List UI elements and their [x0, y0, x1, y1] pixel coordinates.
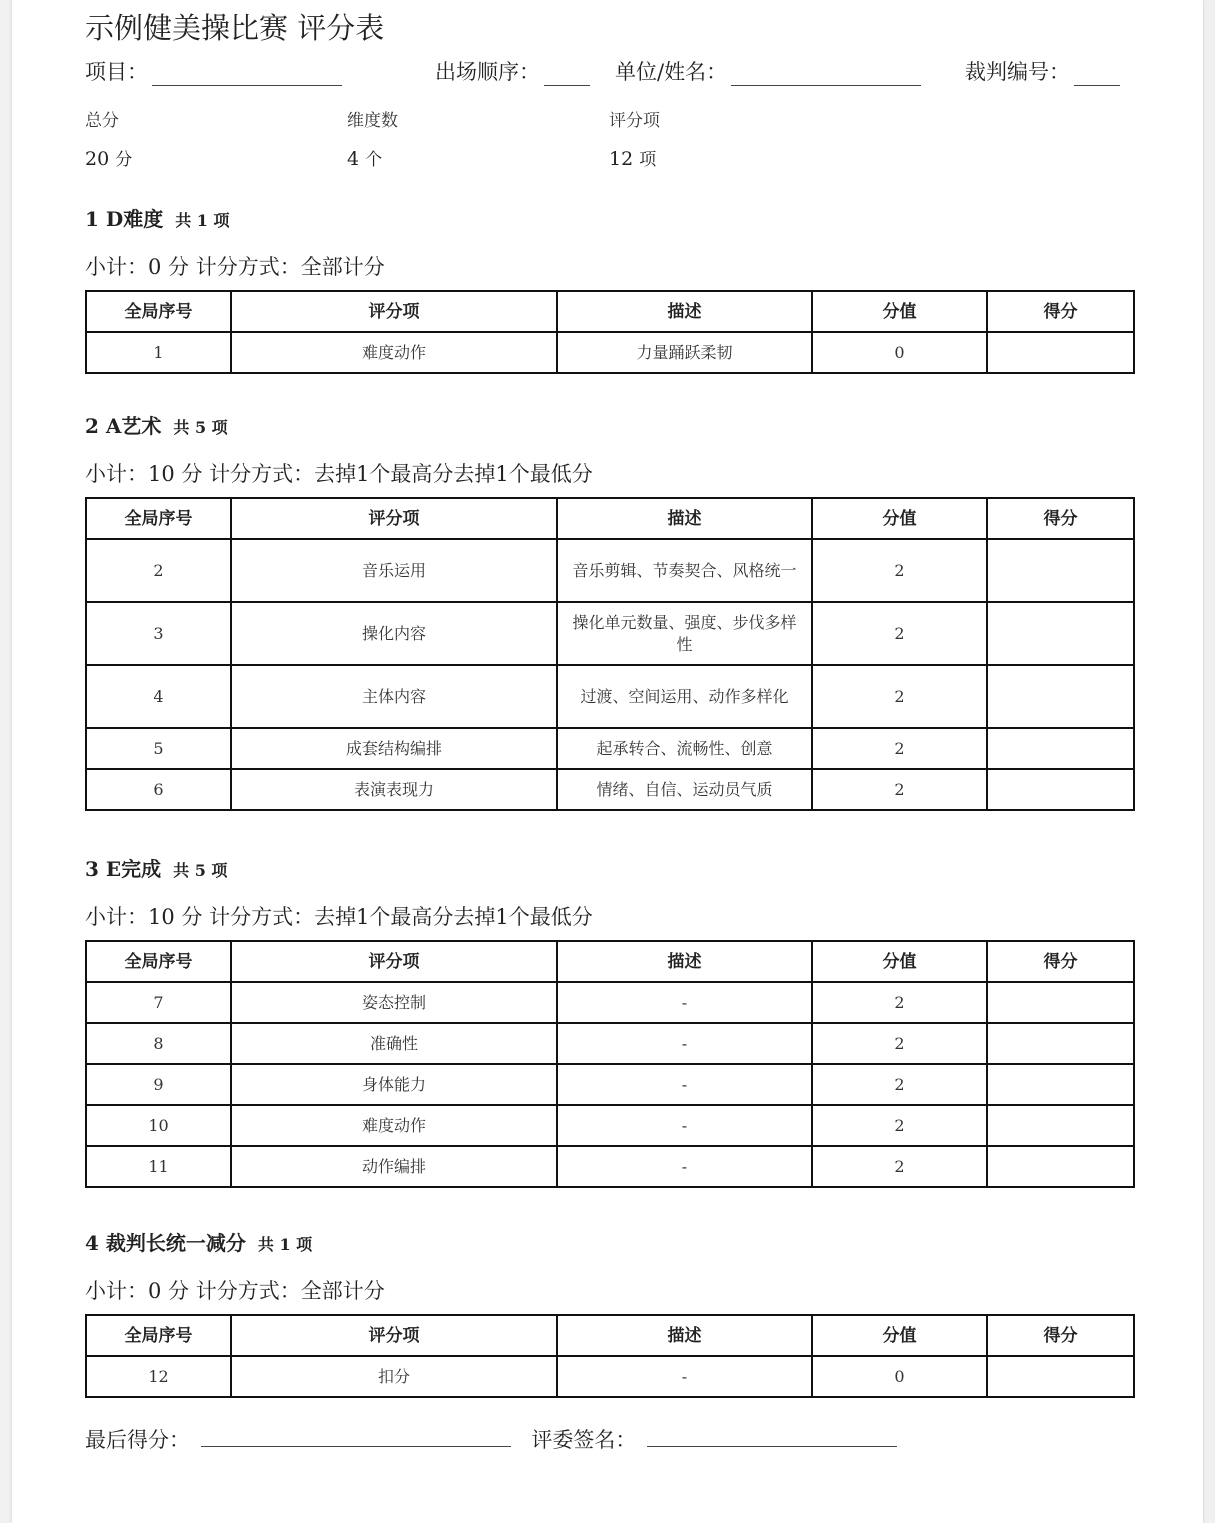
row-score-blank[interactable]: [987, 1064, 1134, 1105]
table-row: [86, 1146, 1134, 1187]
judge-signature-label: 评委签名：: [531, 1428, 637, 1452]
row-item: 难度动作: [231, 332, 557, 373]
row-score-blank[interactable]: [987, 602, 1134, 665]
unit-name-label: 单位/姓名：: [615, 60, 728, 84]
column-header: 描述: [557, 498, 812, 539]
row-description: -: [557, 1356, 812, 1397]
column-header: 分值: [812, 1315, 987, 1356]
row-description: -: [557, 982, 812, 1023]
section-heading: [85, 853, 1133, 881]
column-header: 得分: [987, 941, 1134, 982]
score-sheet-page: [12, 0, 1203, 1523]
table-row: [86, 982, 1134, 1023]
row-score-blank[interactable]: [987, 1356, 1134, 1397]
judge-signature-blank[interactable]: [647, 1424, 897, 1447]
table-row: [86, 665, 1134, 728]
section-heading: [85, 203, 1133, 231]
score-table: [85, 1314, 1135, 1398]
row-item: 表演表现力: [231, 769, 557, 810]
row-item: 扣分: [231, 1356, 557, 1397]
row-points: 2: [812, 539, 987, 602]
table-row: [86, 1064, 1134, 1105]
stat-unit: 分: [115, 150, 133, 170]
row-points: 2: [812, 1146, 987, 1187]
stat-unit: 项: [639, 150, 657, 170]
column-header: 评分项: [231, 498, 557, 539]
row-item: 难度动作: [231, 1105, 557, 1146]
row-description: -: [557, 1023, 812, 1064]
row-points: 2: [812, 769, 987, 810]
row-seq-no: 10: [86, 1105, 231, 1146]
row-score-blank[interactable]: [987, 1023, 1134, 1064]
row-description: -: [557, 1064, 812, 1105]
column-header: 全局序号: [86, 1315, 231, 1356]
column-header: 全局序号: [86, 941, 231, 982]
column-header: 描述: [557, 1315, 812, 1356]
row-item: 姿态控制: [231, 982, 557, 1023]
table-row: [86, 769, 1134, 810]
stat-label: 总分: [85, 111, 119, 131]
final-score-blank[interactable]: [201, 1424, 511, 1447]
section-title: 1 D难度: [85, 207, 164, 231]
table-row: [86, 332, 1134, 373]
row-seq-no: 5: [86, 728, 231, 769]
row-seq-no: 9: [86, 1064, 231, 1105]
row-seq-no: 7: [86, 982, 231, 1023]
column-header: 评分项: [231, 1315, 557, 1356]
section-execution: [85, 853, 1133, 1176]
table-header-row: [86, 941, 1134, 982]
row-item: 操化内容: [231, 602, 557, 665]
stat-value: 12: [609, 148, 634, 170]
column-header: 全局序号: [86, 291, 231, 332]
row-item: 音乐运用: [231, 539, 557, 602]
unit-name-blank[interactable]: [731, 63, 921, 86]
row-score-blank[interactable]: [987, 728, 1134, 769]
order-blank[interactable]: [544, 63, 590, 86]
row-description: 音乐剪辑、节奏契合、风格统一: [557, 539, 812, 602]
score-table: [85, 290, 1135, 374]
stat-label: 维度数: [347, 111, 398, 131]
row-score-blank[interactable]: [987, 332, 1134, 373]
order-label: 出场顺序：: [435, 60, 540, 84]
stat-items: [609, 106, 660, 170]
row-points: 2: [812, 728, 987, 769]
row-seq-no: 3: [86, 602, 231, 665]
row-points: 2: [812, 1064, 987, 1105]
row-points: 2: [812, 665, 987, 728]
row-points: 0: [812, 332, 987, 373]
table-header-row: [86, 1315, 1134, 1356]
section-subtotal: 小计：10 分 计分方式：去掉1个最高分去掉1个最低分: [85, 905, 593, 929]
section-artistry: [85, 410, 1133, 799]
info-row: [85, 56, 1133, 86]
row-seq-no: 4: [86, 665, 231, 728]
row-description: 力量踊跃柔韧: [557, 332, 812, 373]
section-heading: [85, 1227, 1133, 1255]
column-header: 分值: [812, 941, 987, 982]
section-count: 共 1 项: [257, 1235, 313, 1254]
row-item: 动作编排: [231, 1146, 557, 1187]
row-points: 2: [812, 1023, 987, 1064]
section-count: 共 5 项: [173, 861, 228, 880]
row-seq-no: 11: [86, 1146, 231, 1187]
row-item: 准确性: [231, 1023, 557, 1064]
stat-dimensions: [347, 106, 398, 170]
judge-id-label: 裁判编号：: [965, 60, 1070, 84]
stat-value: 20: [85, 148, 110, 170]
column-header: 分值: [812, 291, 987, 332]
table-row: [86, 728, 1134, 769]
stat-value: 4: [347, 148, 360, 170]
stat-total: [85, 106, 132, 170]
project-field: [85, 56, 342, 86]
judge-id-blank[interactable]: [1074, 63, 1120, 86]
section-count: 共 5 项: [173, 418, 228, 437]
column-header: 得分: [987, 291, 1134, 332]
row-seq-no: 12: [86, 1356, 231, 1397]
row-description: -: [557, 1105, 812, 1146]
column-header: 得分: [987, 498, 1134, 539]
unit-name-field: [615, 56, 921, 86]
section-difficulty: [85, 203, 1133, 362]
section-title: 3 E完成: [85, 857, 162, 881]
section-count: 共 1 项: [175, 211, 230, 230]
row-seq-no: 2: [86, 539, 231, 602]
judge-id-field: [965, 56, 1120, 86]
section-title: 4 裁判长统一减分: [85, 1231, 246, 1255]
table-row: [86, 1023, 1134, 1064]
row-score-blank[interactable]: [987, 1105, 1134, 1146]
row-points: 2: [812, 1105, 987, 1146]
column-header: 评分项: [231, 291, 557, 332]
table-row: [86, 539, 1134, 602]
column-header: 描述: [557, 941, 812, 982]
row-score-blank[interactable]: [987, 1146, 1134, 1187]
row-description: 过渡、空间运用、动作多样化: [557, 665, 812, 728]
row-item: 主体内容: [231, 665, 557, 728]
row-seq-no: 1: [86, 332, 231, 373]
project-blank[interactable]: [152, 63, 342, 86]
project-label: 项目：: [85, 60, 148, 84]
score-table: [85, 940, 1135, 1188]
order-field: [435, 56, 590, 86]
row-seq-no: 8: [86, 1023, 231, 1064]
row-score-blank[interactable]: [987, 769, 1134, 810]
row-points: 2: [812, 982, 987, 1023]
table-row: [86, 1105, 1134, 1146]
section-deduction: [85, 1227, 1133, 1386]
column-header: 描述: [557, 291, 812, 332]
row-description: 起承转合、流畅性、创意: [557, 728, 812, 769]
column-header: 全局序号: [86, 498, 231, 539]
row-item: 身体能力: [231, 1064, 557, 1105]
section-subtotal: 小计：10 分 计分方式：去掉1个最高分去掉1个最低分: [85, 462, 593, 486]
table-header-row: [86, 498, 1134, 539]
row-points: 0: [812, 1356, 987, 1397]
row-points: 2: [812, 602, 987, 665]
row-score-blank[interactable]: [987, 982, 1134, 1023]
row-description: -: [557, 1146, 812, 1187]
score-table: [85, 497, 1135, 811]
column-header: 分值: [812, 498, 987, 539]
table-row: [86, 602, 1134, 665]
final-score-label: 最后得分：: [85, 1428, 190, 1452]
row-description: 操化单元数量、强度、步伐多样性: [557, 602, 812, 665]
section-subtotal: 小计：0 分 计分方式：全部计分: [85, 1279, 385, 1303]
row-seq-no: 6: [86, 769, 231, 810]
table-row: [86, 1356, 1134, 1397]
section-heading: [85, 410, 1133, 438]
footer-signoff: [85, 1424, 897, 1454]
stat-label: 评分项: [609, 111, 660, 131]
row-score-blank[interactable]: [987, 665, 1134, 728]
row-item: 成套结构编排: [231, 728, 557, 769]
section-subtotal: 小计：0 分 计分方式：全部计分: [85, 255, 385, 279]
sheet-title: 示例健美操比赛 评分表: [85, 11, 385, 45]
column-header: 评分项: [231, 941, 557, 982]
column-header: 得分: [987, 1315, 1134, 1356]
row-score-blank[interactable]: [987, 539, 1134, 602]
table-header-row: [86, 291, 1134, 332]
section-title: 2 A艺术: [85, 414, 162, 438]
stat-unit: 个: [365, 150, 383, 170]
row-description: 情绪、自信、运动员气质: [557, 769, 812, 810]
